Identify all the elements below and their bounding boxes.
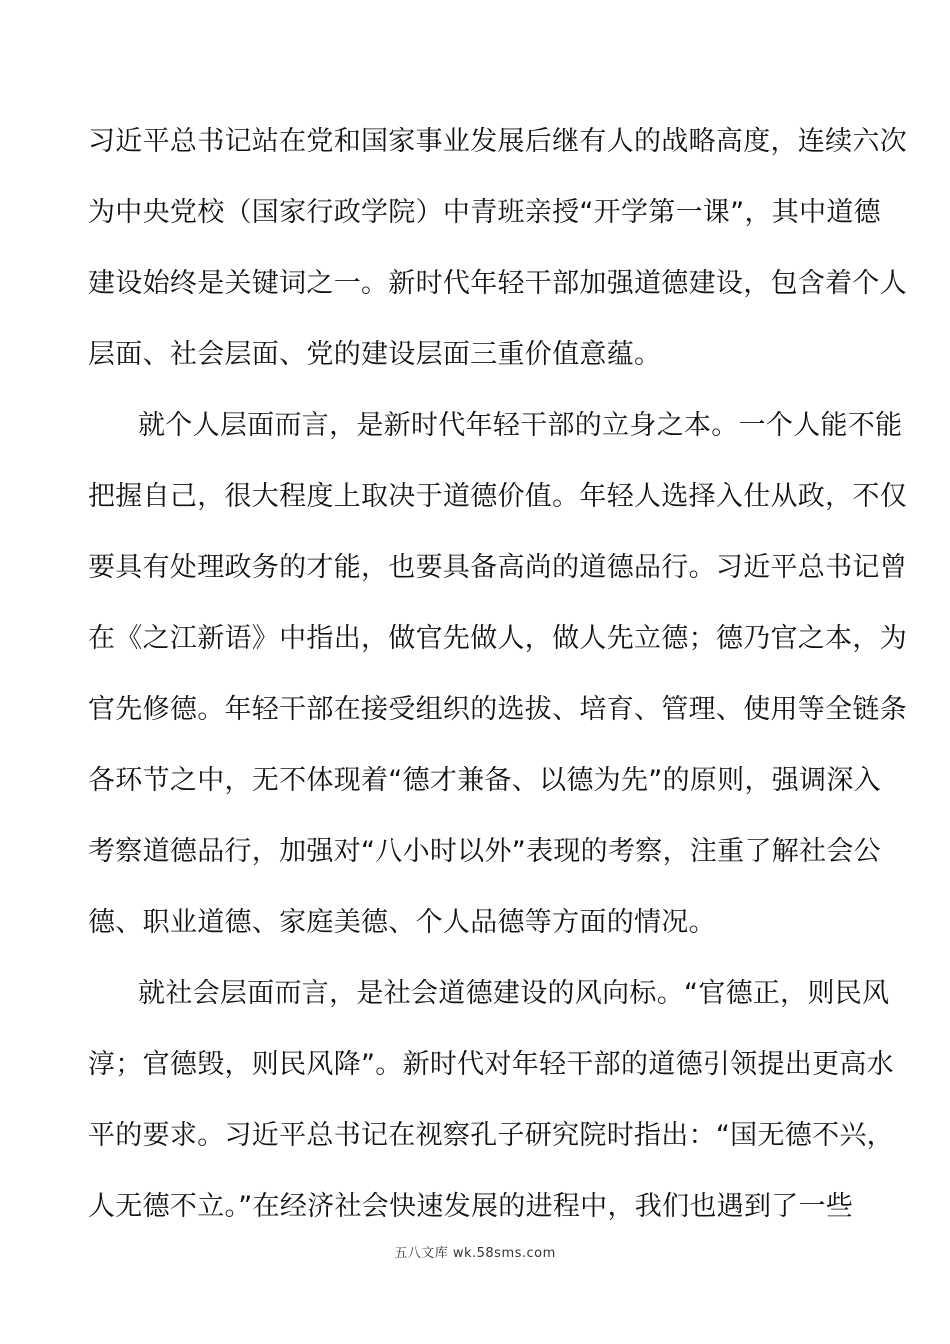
- paragraph-2-line-8: 德、职业道德、家庭美德、个人品德等方面的情况。: [88, 907, 716, 938]
- paragraph-2-line-7: 考察道德品行，加强对“八小时以外”表现的考察，注重了解社会公: [88, 836, 881, 867]
- paragraph-1-line-3: 建设始终是关键词之一。新时代年轻干部加强道德建设，包含着个人: [88, 268, 907, 299]
- paragraph-1-line-2: 为中央党校（国家行政学院）中青班亲授“开学第一课”，其中道德: [88, 197, 881, 228]
- paragraph-3-line-2: 淳；官德毁，则民风降”。新时代对年轻干部的道德引领提出更高水: [88, 1049, 894, 1080]
- paragraph-2-line-4: 在《之江新语》中指出，做官先做人，做人先立德；德乃官之本，为: [88, 623, 907, 654]
- paragraph-2-line-6: 各环节之中，无不体现着“德才兼备、以德为先”的原则，强调深入: [88, 765, 881, 796]
- paragraph-3-line-1: 就社会层面而言，是社会道德建设的风向标。“官德正，则民风: [138, 978, 890, 1009]
- paragraph-3-line-3: 平的要求。习近平总书记在视察孔子研究院时指出：“国无德不兴，: [88, 1120, 894, 1151]
- paragraph-2-line-3: 要具有处理政务的才能，也要具备高尚的道德品行。习近平总书记曾: [88, 552, 907, 583]
- paragraph-2-line-5: 官先修德。年轻干部在接受组织的选拔、培育、管理、使用等全链条: [88, 694, 907, 725]
- footer-watermark: 五八文库 wk.58sms.com: [394, 1246, 556, 1261]
- paragraph-2-line-2: 把握自己，很大程度上取决于道德价值。年轻人选择入仕从政，不仅: [88, 481, 907, 512]
- paragraph-1-line-1: 习近平总书记站在党和国家事业发展后继有人的战略高度，连续六次: [88, 126, 907, 157]
- paragraph-1-line-4: 层面、社会层面、党的建设层面三重价值意蕴。: [88, 339, 662, 370]
- paragraph-3-line-4: 人无德不立。”在经济社会快速发展的进程中，我们也遇到了一些: [88, 1191, 854, 1222]
- paragraph-2-line-1: 就个人层面而言，是新时代年轻干部的立身之本。一个人能不能: [138, 410, 903, 441]
